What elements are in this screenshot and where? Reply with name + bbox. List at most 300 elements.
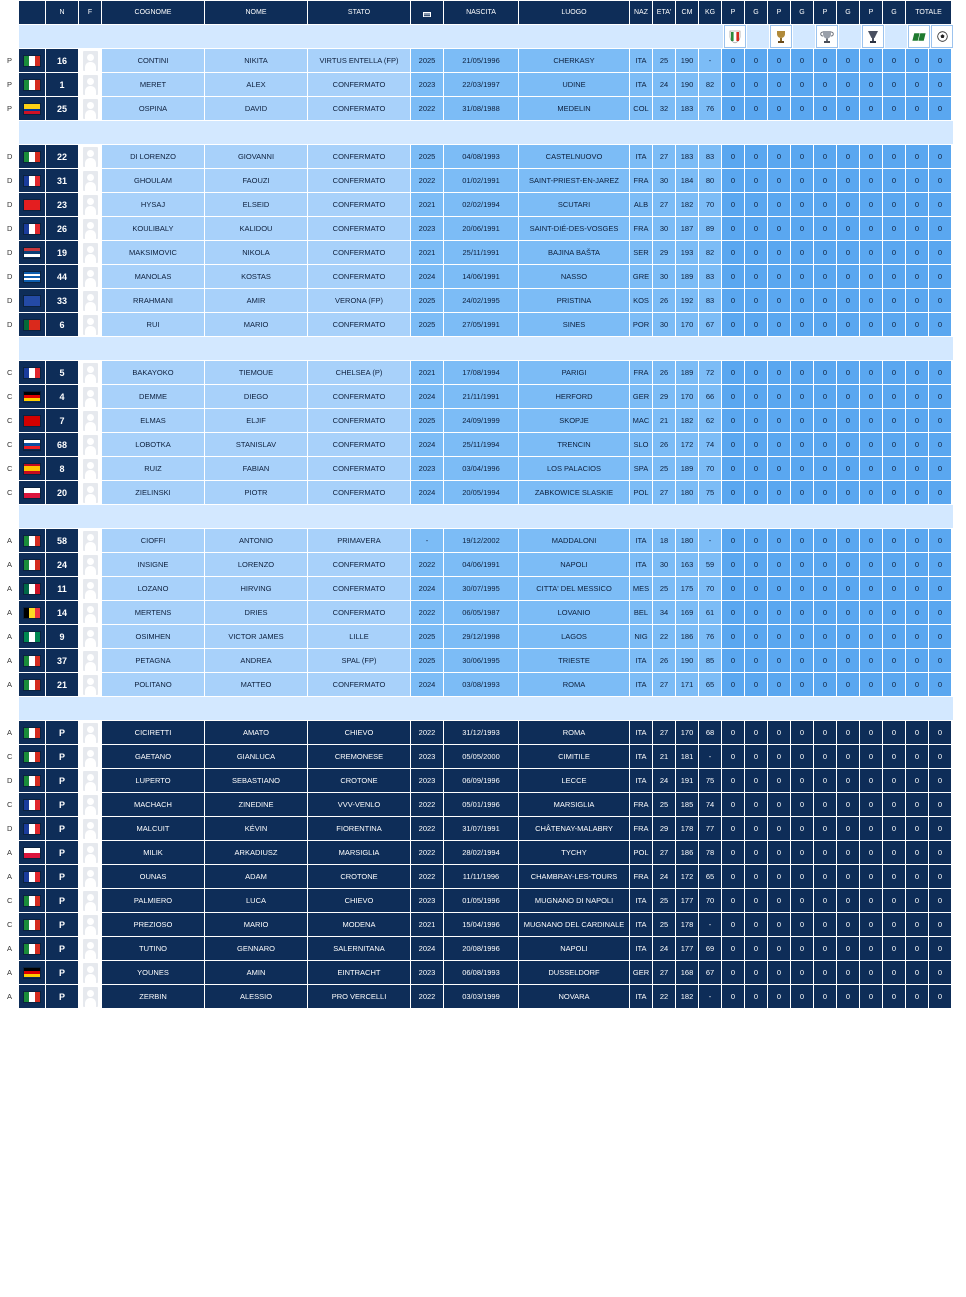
player-surname[interactable]: ZERBIN bbox=[102, 985, 204, 1008]
player-photo[interactable] bbox=[79, 289, 101, 312]
player-weight: 70 bbox=[699, 889, 721, 912]
player-photo[interactable] bbox=[79, 817, 101, 840]
player-row[interactable] bbox=[1, 169, 953, 193]
header-birth[interactable]: NASCITA bbox=[444, 1, 518, 24]
stat-cell: 0 bbox=[929, 817, 951, 840]
player-row[interactable] bbox=[1, 577, 953, 601]
header-weight[interactable]: KG bbox=[699, 1, 721, 24]
player-name: MARIO bbox=[205, 913, 307, 936]
player-row[interactable] bbox=[1, 241, 953, 265]
stat-cell: 0 bbox=[837, 865, 859, 888]
player-role: A bbox=[1, 625, 18, 648]
stat-cell: 0 bbox=[906, 961, 928, 984]
player-status: CONFERMATO bbox=[308, 409, 410, 432]
player-height: 189 bbox=[676, 265, 698, 288]
stat-cell: 0 bbox=[860, 145, 882, 168]
player-age: 25 bbox=[653, 889, 675, 912]
header-contract-year[interactable] bbox=[411, 1, 443, 24]
stat-cell: 0 bbox=[745, 145, 767, 168]
contract-year: 2025 bbox=[411, 49, 443, 72]
player-photo[interactable] bbox=[79, 481, 101, 504]
stat-cell: 0 bbox=[745, 649, 767, 672]
player-surname[interactable]: RUI bbox=[102, 313, 204, 336]
player-role: C bbox=[1, 913, 18, 936]
player-photo[interactable] bbox=[79, 361, 101, 384]
player-number: P bbox=[46, 793, 78, 816]
player-photo[interactable] bbox=[79, 601, 101, 624]
stat-cell: 0 bbox=[791, 313, 813, 336]
header-stat[interactable]: P bbox=[768, 1, 790, 24]
player-photo[interactable] bbox=[79, 985, 101, 1008]
player-photo[interactable] bbox=[79, 73, 101, 96]
stat-cell: 0 bbox=[929, 937, 951, 960]
avatar-icon bbox=[83, 627, 98, 647]
avatar-icon bbox=[83, 147, 98, 167]
loan-player-row[interactable] bbox=[1, 889, 953, 913]
player-photo[interactable] bbox=[79, 721, 101, 744]
player-name: MATTEO bbox=[205, 673, 307, 696]
header-age[interactable]: ETA' bbox=[653, 1, 675, 24]
player-surname[interactable]: DI LORENZO bbox=[102, 145, 204, 168]
player-age: 25 bbox=[653, 913, 675, 936]
contract-year: 2023 bbox=[411, 217, 443, 240]
stat-cell: 0 bbox=[929, 961, 951, 984]
player-weight: - bbox=[699, 49, 721, 72]
stat-cell: 0 bbox=[768, 73, 790, 96]
player-weight: 66 bbox=[699, 385, 721, 408]
stat-cell: 0 bbox=[745, 577, 767, 600]
player-surname[interactable]: RUIZ bbox=[102, 457, 204, 480]
loan-player-row[interactable] bbox=[1, 985, 953, 1009]
header-number[interactable]: N bbox=[46, 1, 78, 24]
player-photo[interactable] bbox=[79, 865, 101, 888]
player-photo[interactable] bbox=[79, 793, 101, 816]
player-weight: 78 bbox=[699, 841, 721, 864]
player-photo[interactable] bbox=[79, 649, 101, 672]
stat-cell: 0 bbox=[906, 889, 928, 912]
player-number: 11 bbox=[46, 577, 78, 600]
player-role: D bbox=[1, 145, 18, 168]
player-row[interactable] bbox=[1, 361, 953, 385]
stat-cell: 0 bbox=[906, 361, 928, 384]
player-photo[interactable] bbox=[79, 385, 101, 408]
stat-cell: 0 bbox=[929, 841, 951, 864]
player-photo[interactable] bbox=[79, 769, 101, 792]
player-row[interactable] bbox=[1, 73, 953, 97]
birth-place: TRIESTE bbox=[519, 649, 629, 672]
birth-date: 22/03/1997 bbox=[444, 73, 518, 96]
player-row[interactable] bbox=[1, 553, 953, 577]
birth-place: ZABKOWICE SLASKIE bbox=[519, 481, 629, 504]
stat-cell: 0 bbox=[814, 73, 836, 96]
country-flag bbox=[23, 799, 41, 811]
player-row[interactable] bbox=[1, 145, 953, 169]
birth-date: 20/08/1996 bbox=[444, 937, 518, 960]
loan-player-row[interactable] bbox=[1, 841, 953, 865]
player-photo[interactable] bbox=[79, 577, 101, 600]
stat-cell: 0 bbox=[883, 169, 905, 192]
player-status: CROTONE bbox=[308, 769, 410, 792]
country-flag bbox=[23, 79, 41, 91]
player-photo[interactable] bbox=[79, 145, 101, 168]
country-flag bbox=[23, 991, 41, 1003]
country-flag bbox=[23, 367, 41, 379]
stat-cell: 0 bbox=[883, 673, 905, 696]
stat-cell: 0 bbox=[906, 529, 928, 552]
stat-cell: 0 bbox=[883, 385, 905, 408]
country-flag bbox=[23, 871, 41, 883]
player-surname[interactable]: OUNAS bbox=[102, 865, 204, 888]
stat-cell: 0 bbox=[883, 217, 905, 240]
stat-cell: 0 bbox=[814, 937, 836, 960]
stat-cell: 0 bbox=[837, 49, 859, 72]
nationality: ITA bbox=[630, 649, 652, 672]
player-height: 172 bbox=[676, 433, 698, 456]
loan-player-row[interactable] bbox=[1, 817, 953, 841]
player-surname[interactable]: MERET bbox=[102, 73, 204, 96]
player-name: ANTONIO bbox=[205, 529, 307, 552]
player-age: 25 bbox=[653, 457, 675, 480]
stat-cell: 0 bbox=[814, 217, 836, 240]
stat-cell: 0 bbox=[722, 937, 744, 960]
player-role: A bbox=[1, 553, 18, 576]
player-surname[interactable]: DEMME bbox=[102, 385, 204, 408]
player-row[interactable] bbox=[1, 409, 953, 433]
player-surname[interactable]: MAKSIMOVIC bbox=[102, 241, 204, 264]
player-number: 4 bbox=[46, 385, 78, 408]
stat-cell: 0 bbox=[860, 889, 882, 912]
contract-year: 2022 bbox=[411, 793, 443, 816]
stat-cell: 0 bbox=[768, 409, 790, 432]
birth-place: LOVANIO bbox=[519, 601, 629, 624]
player-photo[interactable] bbox=[79, 241, 101, 264]
stat-cell: 0 bbox=[837, 433, 859, 456]
header-name[interactable]: NOME bbox=[205, 1, 307, 24]
player-surname[interactable]: MALCUIT bbox=[102, 817, 204, 840]
country-flag bbox=[23, 439, 41, 451]
player-surname[interactable]: OSIMHEN bbox=[102, 625, 204, 648]
player-row[interactable] bbox=[1, 217, 953, 241]
stat-cell: 0 bbox=[814, 841, 836, 864]
stat-cell: 0 bbox=[814, 313, 836, 336]
stat-cell: 0 bbox=[883, 793, 905, 816]
player-surname[interactable]: LUPERTO bbox=[102, 769, 204, 792]
stat-cell: 0 bbox=[745, 745, 767, 768]
country-flag bbox=[23, 271, 41, 283]
player-surname[interactable]: INSIGNE bbox=[102, 553, 204, 576]
player-height: 184 bbox=[676, 169, 698, 192]
loan-player-row[interactable] bbox=[1, 865, 953, 889]
flag-icon bbox=[19, 457, 45, 480]
birth-date: 06/05/1987 bbox=[444, 601, 518, 624]
player-row[interactable] bbox=[1, 529, 953, 553]
player-surname[interactable]: TUTINO bbox=[102, 937, 204, 960]
birth-date: 06/09/1996 bbox=[444, 769, 518, 792]
player-surname[interactable]: MERTENS bbox=[102, 601, 204, 624]
player-age: 25 bbox=[653, 49, 675, 72]
stat-cell: 0 bbox=[906, 385, 928, 408]
avatar-icon bbox=[83, 483, 98, 503]
player-weight: 77 bbox=[699, 817, 721, 840]
header-stat[interactable]: G bbox=[883, 1, 905, 24]
birth-place: MADDALONI bbox=[519, 529, 629, 552]
birth-date: 05/05/2000 bbox=[444, 745, 518, 768]
header-stat[interactable]: P bbox=[814, 1, 836, 24]
birth-place: ROMA bbox=[519, 673, 629, 696]
header-stat[interactable]: P bbox=[860, 1, 882, 24]
nationality: ITA bbox=[630, 985, 652, 1008]
player-status: EINTRACHT bbox=[308, 961, 410, 984]
player-photo[interactable] bbox=[79, 625, 101, 648]
player-surname[interactable]: PREZIOSO bbox=[102, 913, 204, 936]
player-photo[interactable] bbox=[79, 49, 101, 72]
stat-cell: 0 bbox=[791, 673, 813, 696]
stat-cell: 0 bbox=[883, 769, 905, 792]
loan-player-row[interactable] bbox=[1, 913, 953, 937]
player-photo[interactable] bbox=[79, 889, 101, 912]
player-photo[interactable] bbox=[79, 745, 101, 768]
player-name: ELSEID bbox=[205, 193, 307, 216]
player-weight: - bbox=[699, 913, 721, 936]
flag-icon bbox=[19, 145, 45, 168]
stat-cell: 0 bbox=[929, 793, 951, 816]
stat-cell: 0 bbox=[791, 865, 813, 888]
player-role: C bbox=[1, 409, 18, 432]
stat-cell: 0 bbox=[745, 169, 767, 192]
player-height: 193 bbox=[676, 241, 698, 264]
avatar-icon bbox=[83, 555, 98, 575]
country-flag bbox=[23, 727, 41, 739]
player-status: CONFERMATO bbox=[308, 265, 410, 288]
stat-cell: 0 bbox=[929, 49, 951, 72]
player-photo[interactable] bbox=[79, 913, 101, 936]
nationality: GER bbox=[630, 385, 652, 408]
header-stat[interactable]: G bbox=[791, 1, 813, 24]
player-name: FAOUZI bbox=[205, 169, 307, 192]
player-age: 27 bbox=[653, 673, 675, 696]
player-row[interactable] bbox=[1, 457, 953, 481]
player-surname[interactable]: GAETANO bbox=[102, 745, 204, 768]
stat-cell: 0 bbox=[929, 649, 951, 672]
player-photo[interactable] bbox=[79, 457, 101, 480]
flag-icon bbox=[19, 265, 45, 288]
stat-cell: 0 bbox=[745, 361, 767, 384]
player-photo[interactable] bbox=[79, 313, 101, 336]
loan-player-row[interactable] bbox=[1, 793, 953, 817]
player-surname[interactable]: BAKAYOKO bbox=[102, 361, 204, 384]
stat-cell: 0 bbox=[929, 553, 951, 576]
birth-place: BAJINA BAŠTA bbox=[519, 241, 629, 264]
stat-cell: 0 bbox=[906, 145, 928, 168]
loan-player-row[interactable] bbox=[1, 937, 953, 961]
contract-year: 2025 bbox=[411, 289, 443, 312]
player-photo[interactable] bbox=[79, 961, 101, 984]
stat-cell: 0 bbox=[768, 769, 790, 792]
stat-cell: 0 bbox=[906, 745, 928, 768]
player-surname[interactable]: CIOFFI bbox=[102, 529, 204, 552]
player-row[interactable] bbox=[1, 625, 953, 649]
player-surname[interactable]: OSPINA bbox=[102, 97, 204, 120]
stat-cell: 0 bbox=[814, 985, 836, 1008]
player-surname[interactable]: GHOULAM bbox=[102, 169, 204, 192]
header-nationality[interactable]: NAZ bbox=[630, 1, 652, 24]
stat-cell: 0 bbox=[791, 889, 813, 912]
player-role: D bbox=[1, 169, 18, 192]
header-stat[interactable]: P bbox=[722, 1, 744, 24]
stat-cell: 0 bbox=[791, 265, 813, 288]
player-photo[interactable] bbox=[79, 529, 101, 552]
stat-cell: 0 bbox=[791, 961, 813, 984]
player-row[interactable] bbox=[1, 649, 953, 673]
contract-year: 2024 bbox=[411, 433, 443, 456]
player-row[interactable] bbox=[1, 97, 953, 121]
nationality: COL bbox=[630, 97, 652, 120]
player-surname[interactable]: MACHACH bbox=[102, 793, 204, 816]
player-surname[interactable]: YOUNES bbox=[102, 961, 204, 984]
player-photo[interactable] bbox=[79, 841, 101, 864]
birth-place: PRISTINA bbox=[519, 289, 629, 312]
birth-place: LOS PALACIOS bbox=[519, 457, 629, 480]
stat-cell: 0 bbox=[745, 841, 767, 864]
nationality: NIG bbox=[630, 625, 652, 648]
header-place[interactable]: LUOGO bbox=[519, 1, 629, 24]
player-surname[interactable]: MILIK bbox=[102, 841, 204, 864]
player-row[interactable] bbox=[1, 481, 953, 505]
nationality: ITA bbox=[630, 145, 652, 168]
player-name: DRIES bbox=[205, 601, 307, 624]
header-height[interactable]: CM bbox=[676, 1, 698, 24]
player-photo[interactable] bbox=[79, 937, 101, 960]
stat-cell: 0 bbox=[906, 601, 928, 624]
loan-player-row[interactable] bbox=[1, 721, 953, 745]
avatar-icon bbox=[83, 819, 98, 839]
birth-place: SAINT-PRIEST-EN-JAREZ bbox=[519, 169, 629, 192]
header-state[interactable]: STATO bbox=[308, 1, 410, 24]
player-row[interactable] bbox=[1, 433, 953, 457]
stat-cell: 0 bbox=[768, 841, 790, 864]
player-photo[interactable] bbox=[79, 409, 101, 432]
stat-cell: 0 bbox=[906, 913, 928, 936]
avatar-icon bbox=[83, 771, 98, 791]
player-age: 25 bbox=[653, 577, 675, 600]
player-name: ALEX bbox=[205, 73, 307, 96]
header-surname[interactable]: COGNOME bbox=[102, 1, 204, 24]
player-weight: - bbox=[699, 745, 721, 768]
stat-cell: 0 bbox=[814, 49, 836, 72]
player-row[interactable] bbox=[1, 265, 953, 289]
player-row[interactable] bbox=[1, 673, 953, 697]
player-surname[interactable]: KOULIBALY bbox=[102, 217, 204, 240]
player-row[interactable] bbox=[1, 193, 953, 217]
player-surname[interactable]: MANOLAS bbox=[102, 265, 204, 288]
player-photo[interactable] bbox=[79, 673, 101, 696]
nationality: FRA bbox=[630, 793, 652, 816]
player-surname[interactable]: HYSAJ bbox=[102, 193, 204, 216]
player-photo[interactable] bbox=[79, 433, 101, 456]
player-age: 30 bbox=[653, 313, 675, 336]
player-height: 186 bbox=[676, 625, 698, 648]
contract-year: 2022 bbox=[411, 553, 443, 576]
player-row[interactable] bbox=[1, 49, 953, 73]
loan-player-row[interactable] bbox=[1, 961, 953, 985]
player-role: A bbox=[1, 721, 18, 744]
header-stat[interactable]: G bbox=[837, 1, 859, 24]
stat-cell: 0 bbox=[745, 985, 767, 1008]
player-surname[interactable]: LOZANO bbox=[102, 577, 204, 600]
contract-year: 2022 bbox=[411, 817, 443, 840]
stat-cell: 0 bbox=[722, 889, 744, 912]
player-weight: 70 bbox=[699, 193, 721, 216]
table-header bbox=[1, 1, 953, 25]
nationality: SLO bbox=[630, 433, 652, 456]
player-number: 1 bbox=[46, 73, 78, 96]
player-surname[interactable]: ELMAS bbox=[102, 409, 204, 432]
avatar-icon bbox=[83, 603, 98, 623]
player-height: 190 bbox=[676, 73, 698, 96]
calendar-icon bbox=[422, 8, 432, 18]
player-photo[interactable] bbox=[79, 265, 101, 288]
birth-date: 03/03/1999 bbox=[444, 985, 518, 1008]
nationality: GER bbox=[630, 961, 652, 984]
player-weight: 76 bbox=[699, 625, 721, 648]
stat-cell: 0 bbox=[883, 433, 905, 456]
avatar-icon bbox=[83, 843, 98, 863]
europa-trophy-icon bbox=[862, 25, 884, 48]
player-photo[interactable] bbox=[79, 217, 101, 240]
player-surname[interactable]: CONTINI bbox=[102, 49, 204, 72]
stat-cell: 0 bbox=[814, 361, 836, 384]
stat-cell: 0 bbox=[768, 457, 790, 480]
player-surname[interactable]: ZIELINSKI bbox=[102, 481, 204, 504]
player-row[interactable] bbox=[1, 385, 953, 409]
player-photo[interactable] bbox=[79, 169, 101, 192]
stat-cell: 0 bbox=[929, 73, 951, 96]
player-surname[interactable]: PETAGNA bbox=[102, 649, 204, 672]
player-surname[interactable]: CICIRETTI bbox=[102, 721, 204, 744]
header-total[interactable]: TOTALE bbox=[906, 1, 951, 24]
stat-cell: 0 bbox=[745, 913, 767, 936]
player-photo[interactable] bbox=[79, 97, 101, 120]
stat-cell: 0 bbox=[860, 553, 882, 576]
header-stat[interactable]: G bbox=[745, 1, 767, 24]
loan-player-row[interactable] bbox=[1, 769, 953, 793]
stat-cell: 0 bbox=[883, 625, 905, 648]
player-surname[interactable]: RRAHMANI bbox=[102, 289, 204, 312]
player-role: C bbox=[1, 385, 18, 408]
header-photo[interactable]: F bbox=[79, 1, 101, 24]
player-number: P bbox=[46, 721, 78, 744]
stat-cell: 0 bbox=[791, 145, 813, 168]
stat-cell: 0 bbox=[860, 289, 882, 312]
stat-cell: 0 bbox=[722, 985, 744, 1008]
stat-cell: 0 bbox=[883, 409, 905, 432]
stat-cell: 0 bbox=[929, 97, 951, 120]
player-row[interactable] bbox=[1, 313, 953, 337]
player-row[interactable] bbox=[1, 289, 953, 313]
player-photo[interactable] bbox=[79, 193, 101, 216]
player-surname[interactable]: LOBOTKA bbox=[102, 433, 204, 456]
player-row[interactable] bbox=[1, 601, 953, 625]
player-surname[interactable]: POLITANO bbox=[102, 673, 204, 696]
player-name: GENNARO bbox=[205, 937, 307, 960]
player-number: P bbox=[46, 769, 78, 792]
stat-cell: 0 bbox=[768, 649, 790, 672]
player-height: 182 bbox=[676, 409, 698, 432]
player-status: CONFERMATO bbox=[308, 73, 410, 96]
player-surname[interactable]: PALMIERO bbox=[102, 889, 204, 912]
player-photo[interactable] bbox=[79, 553, 101, 576]
loan-player-row[interactable] bbox=[1, 745, 953, 769]
